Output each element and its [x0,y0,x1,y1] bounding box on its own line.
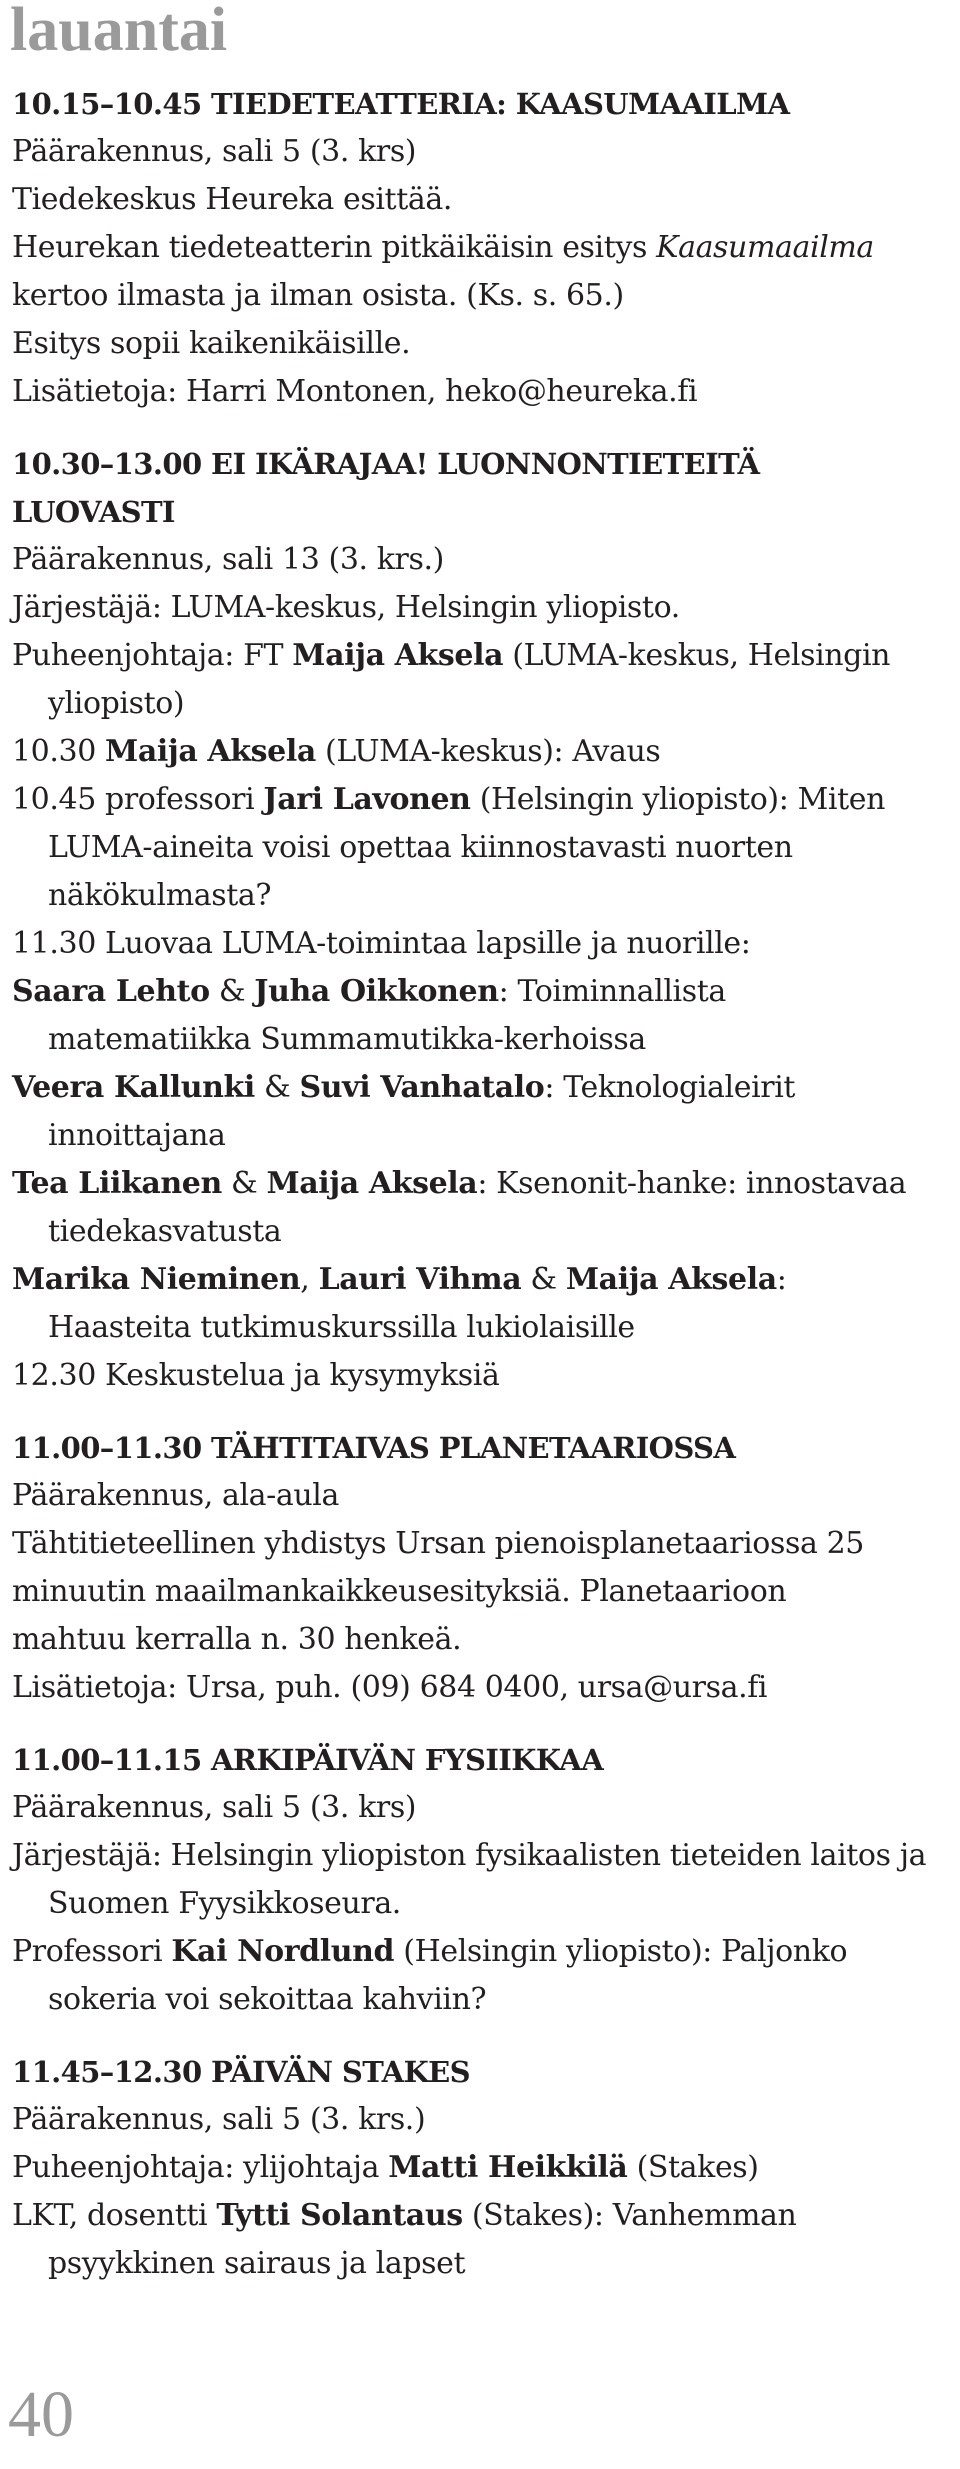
text-run: Heurekan tiedeteatterin pitkäikäisin esitys [12,230,657,265]
day-title: lauantai [10,0,228,64]
text-run: & [254,1070,300,1105]
text-run: : Haasteita tutkimuskurssilla lukiolaisille [48,1262,787,1345]
program-item: 11.30 Luovaa LUMA-toimintaa lapsille ja nuorille: [12,926,751,961]
speaker-name: Saara Lehto [12,974,210,1009]
event-heading: 11.00–11.15 ARKIPÄIVÄN FYSIIKKAA [12,1743,604,1777]
text-run: & [521,1262,566,1297]
text-run: , [300,1262,319,1297]
event-luonnontieteita-luovasti [12,440,932,1400]
event-heading: 10.30–13.00 EI IKÄRAJAA! LUONNONTIETEITÄ [12,447,760,481]
text-run: : Ksenonit-hanke: innostavaa tiedekasvatusta [48,1166,907,1249]
speaker-name: Maija Aksela [565,1262,777,1297]
event-heading: 11.00–11.30 TÄHTITAIVAS PLANETAARIOSSA [12,1431,736,1465]
italic-title: Kaasumaailma [656,230,874,265]
event-contact: Lisätietoja: Harri Montonen, heko@heureka.fi [12,374,698,409]
event-line: Esitys sopii kaikenikäisille. [12,326,411,361]
speaker-name: Tea Liikanen [12,1166,222,1201]
speaker-name: Veera Kallunki [12,1070,255,1105]
text-run: 10.30 [12,734,106,769]
program-content [12,80,932,2312]
speaker-name: Suvi Vanhatalo [299,1070,545,1105]
program-item [12,1160,932,1256]
event-kaasumaailma [12,80,932,416]
event-location: Päärakennus, sali 13 (3. krs.) [12,542,444,577]
event-location: Päärakennus, sali 5 (3. krs) [12,1790,417,1825]
program-item: 12.30 Keskustelua ja kysymyksiä [12,1358,500,1393]
speaker-name: Marika Nieminen [12,1262,301,1297]
program-item [12,2192,932,2288]
speaker-name: Matti Heikkilä [388,2150,628,2185]
text-run: Professori [12,1934,172,1969]
text-run: & [209,974,255,1009]
event-chair [12,632,932,728]
text-run: (Helsingin yliopisto): Paljonko sokeria voi sekoittaa kahviin? [48,1934,848,2017]
program-item [12,776,932,920]
event-paivan-stakes [12,2048,932,2288]
speaker-name: Lauri Vihma [318,1262,522,1297]
speaker-name: Maija Aksela [266,1166,478,1201]
text-run: 10.45 professori [12,782,264,817]
event-line: minuutin maailmankaikkeusesityksiä. Planetaarioon [12,1574,787,1609]
speaker-name: Kai Nordlund [171,1934,395,1969]
speaker-name: Maija Aksela [105,734,316,769]
event-contact: Lisätietoja: Ursa, puh. (09) 684 0400, ursa@ursa.fi [12,1670,768,1705]
program-item [12,968,932,1064]
program-item [12,1064,932,1160]
event-location: Päärakennus, sali 5 (3. krs) [12,134,417,169]
text-run: : Toiminnallista matematiikka Summamutikka-kerhoissa [48,974,726,1057]
event-heading-continued: LUOVASTI [12,495,175,529]
event-heading: 10.15–10.45 TIEDETEATTERIA: KAASUMAAILMA [12,87,790,121]
event-line: Tiedekeskus Heureka esittää. [12,182,452,217]
text-run: Puheenjohtaja: ylijohtaja [12,2150,389,2185]
text-run: Puheenjohtaja: FT [12,638,293,673]
program-item [12,1928,932,2024]
event-line: kertoo ilmasta ja ilman osista. (Ks. s. 65.) [12,278,624,313]
text-run: (LUMA-keskus, Helsingin yliopisto) [48,638,891,721]
text-run: (LUMA-keskus): Avaus [315,734,661,769]
event-organizer: Järjestäjä: Helsingin yliopiston fysikaalisten tieteiden laitos ja Suomen Fyysikkoseura. [12,1838,927,1921]
page-number: 40 [8,2378,74,2451]
event-chair [12,2144,932,2192]
event-tahtitaivas [12,1424,932,1712]
program-item [12,728,932,776]
speaker-name: Maija Aksela [292,638,504,673]
text-run: & [221,1166,267,1201]
speaker-name: Jari Lavonen [263,782,471,817]
event-line [12,224,932,272]
event-location: Päärakennus, ala-aula [12,1478,339,1513]
text-run: LKT, dosentti [12,2198,217,2233]
program-item [12,1256,932,1352]
text-run: : Teknologialeirit innoittajana [48,1070,796,1153]
text-run: (Stakes) [627,2150,759,2185]
event-location: Päärakennus, sali 5 (3. krs.) [12,2102,426,2137]
text-run: (Stakes): Vanhemman psyykkinen sairaus ja lapset [48,2198,797,2281]
event-arkipaivan-fysiikkaa [12,1736,932,2024]
speaker-name: Tytti Solantaus [216,2198,463,2233]
event-organizer: Järjestäjä: LUMA-keskus, Helsingin yliopisto. [12,590,680,625]
event-heading: 11.45–12.30 PÄIVÄN STAKES [12,2055,471,2089]
event-line: mahtuu kerralla n. 30 henkeä. [12,1622,462,1657]
event-line: Tähtitieteellinen yhdistys Ursan pienoisplanetaariossa 25 [12,1526,864,1561]
speaker-name: Juha Oikkonen [254,974,499,1009]
text-run: (Helsingin yliopisto): Miten LUMA-aineita voisi opettaa kiinnostavasti nuorten näkökulmasta? [48,782,886,913]
